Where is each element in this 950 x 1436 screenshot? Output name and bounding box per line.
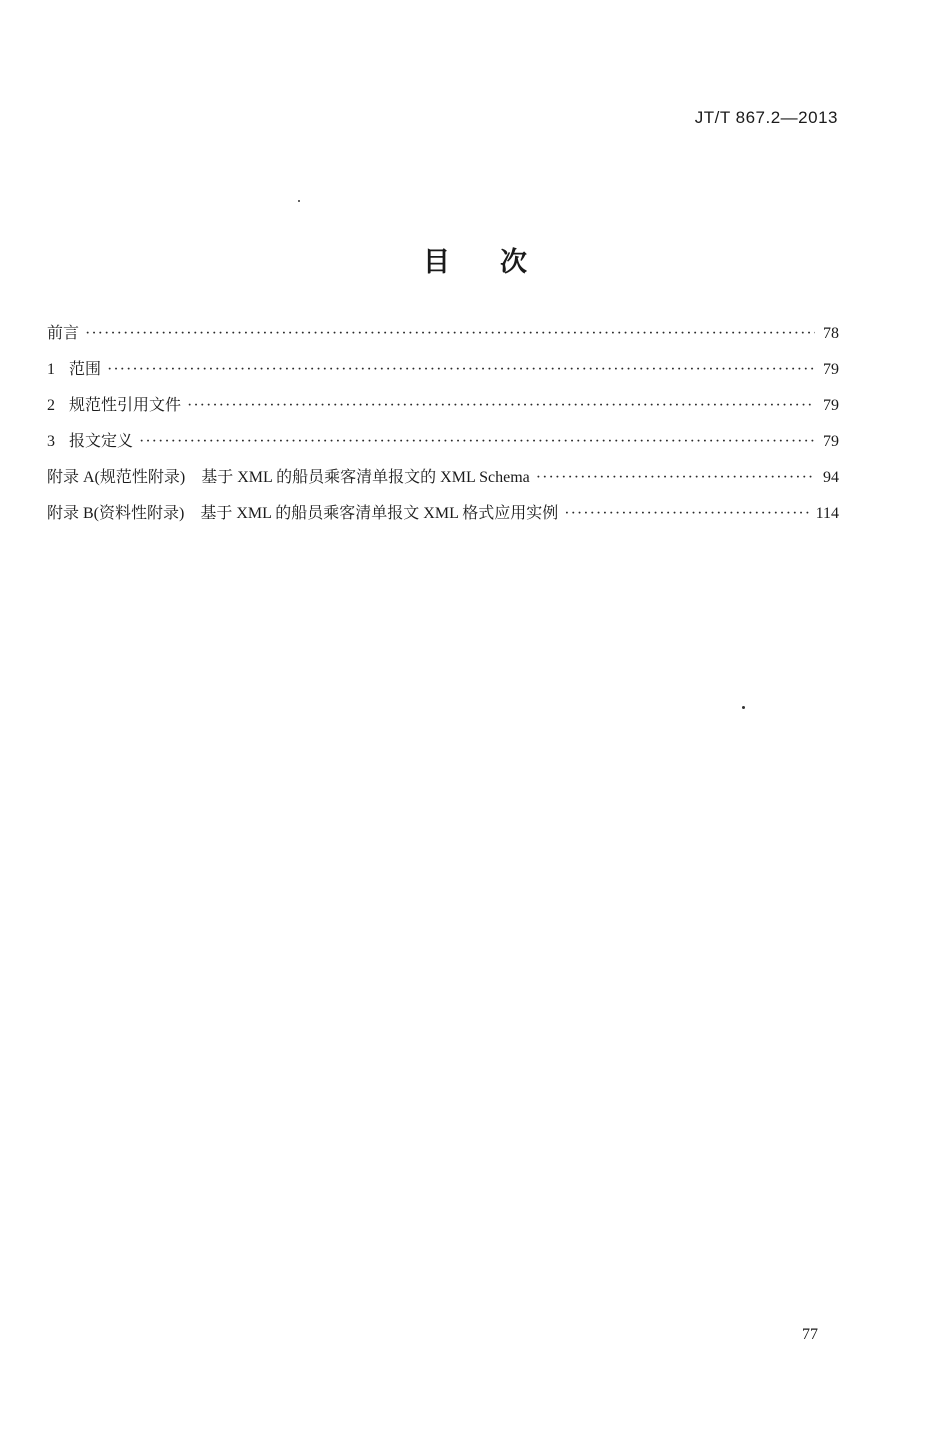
toc-entry-page: 94 — [823, 469, 839, 486]
toc-entry-page: 79 — [823, 433, 839, 450]
toc-entry-number: 3 — [47, 433, 55, 450]
toc-entry-page: 79 — [823, 361, 839, 378]
toc-leader-dots — [139, 430, 815, 454]
toc-entry-annex-b[interactable] — [47, 502, 839, 538]
toc-entry-normative-references[interactable] — [47, 394, 839, 430]
standard-code: JT/T 867.2—2013 — [694, 108, 838, 127]
table-of-contents — [47, 322, 839, 538]
page-number: 77 — [802, 1326, 818, 1343]
toc-entry-page: 79 — [823, 397, 839, 414]
scan-speck — [298, 200, 300, 202]
toc-title-part2: 次 — [500, 247, 527, 278]
toc-entry-label: 附录 A(规范性附录) 基于 XML 的船员乘客清单报文的 XML Schema — [47, 469, 530, 486]
toc-leader-dots — [536, 466, 815, 490]
toc-entry-message-definition[interactable] — [47, 430, 839, 466]
toc-entry-label: 前言 — [47, 325, 80, 342]
toc-entry-page: 114 — [815, 505, 839, 522]
toc-leader-dots — [107, 358, 815, 382]
toc-entry-number: 1 — [47, 361, 55, 378]
toc-entry-page: 78 — [823, 325, 839, 342]
toc-entry-foreword[interactable] — [47, 322, 839, 358]
toc-title-part1: 目 — [423, 247, 450, 278]
toc-entry-label: 范围 — [69, 361, 102, 378]
toc-leader-dots — [85, 322, 815, 346]
toc-entry-scope[interactable] — [47, 358, 839, 394]
scan-speck — [742, 706, 745, 709]
toc-entry-annex-a[interactable] — [47, 466, 839, 502]
toc-title — [0, 240, 950, 279]
toc-entry-label: 报文定义 — [69, 433, 134, 450]
toc-entry-number: 2 — [47, 397, 55, 414]
toc-leader-dots — [187, 394, 815, 418]
toc-entry-label: 附录 B(资料性附录) 基于 XML 的船员乘客清单报文 XML 格式应用实例 — [47, 505, 559, 522]
toc-entry-label: 规范性引用文件 — [69, 397, 182, 414]
toc-leader-dots — [564, 502, 809, 526]
